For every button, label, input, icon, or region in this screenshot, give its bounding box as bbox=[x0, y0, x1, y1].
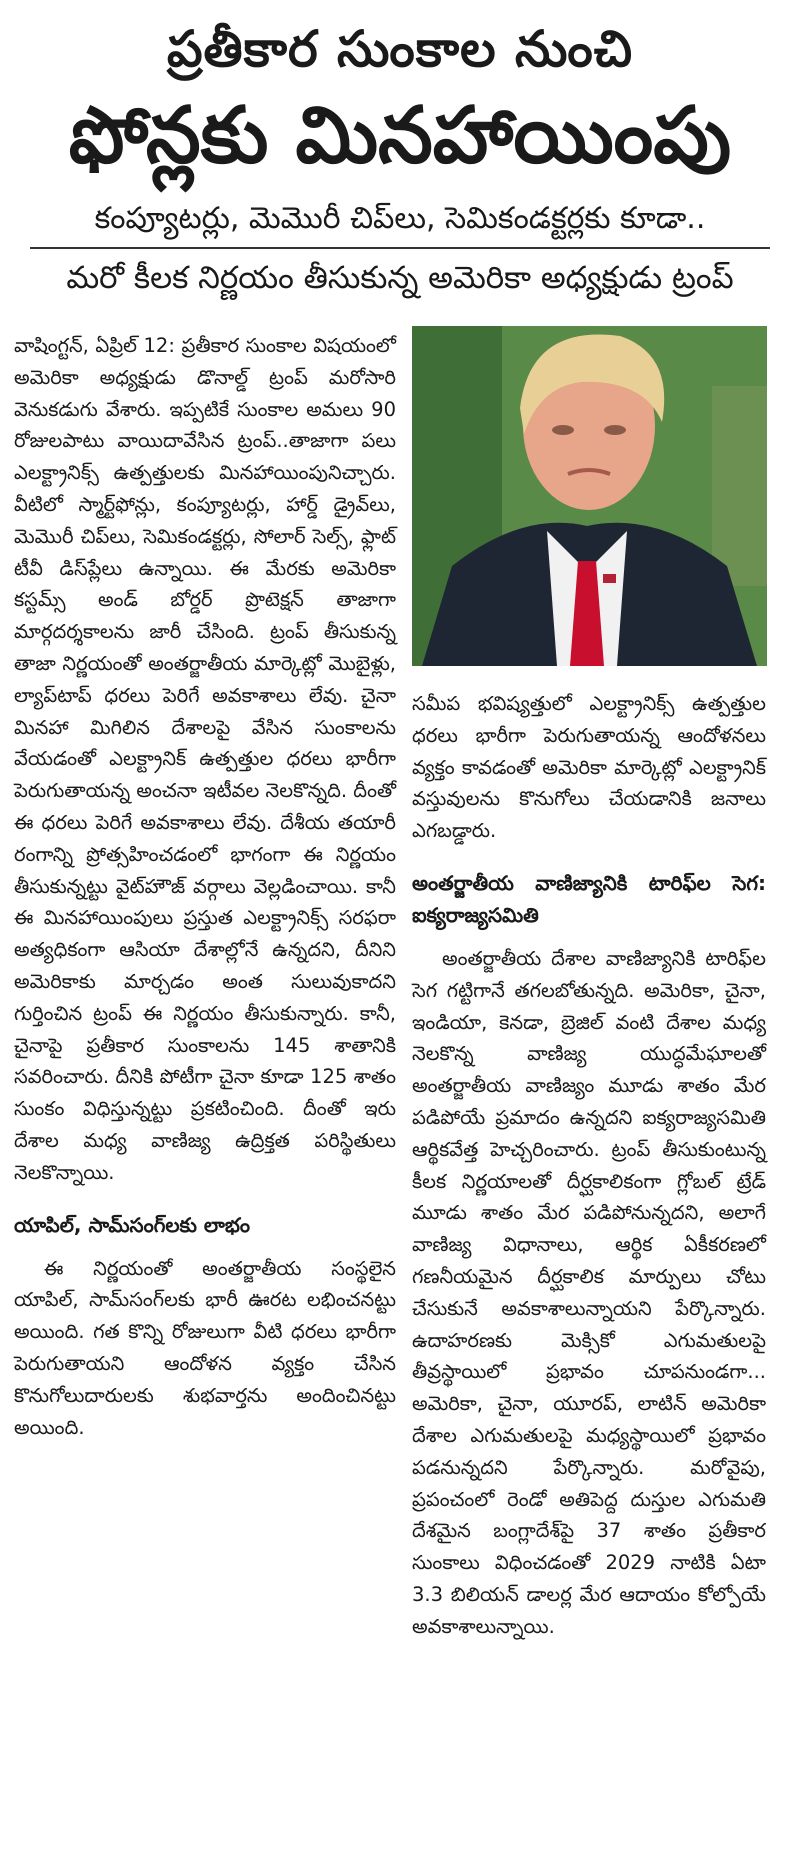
section-subhead-un-tariffs: అంతర్జాతీయ వాణిజ్యానికి టారిఫ్‌ల సెగ: ఐక్యరాజ్యసమితి bbox=[412, 870, 766, 927]
left-column bbox=[14, 330, 396, 1443]
headline-line2: ఫోన్లకు మినహాయింపు bbox=[68, 91, 732, 181]
right-column bbox=[412, 688, 766, 1643]
portrait-illustration bbox=[412, 326, 767, 666]
headline-line1: ప్రతీకార సుంకాల నుంచి bbox=[166, 20, 634, 78]
article-paragraph-2: ఈ నిర్ణయంతో అంతర్జాతీయ సంస్థలైన యాపిల్, సామ్‌సంగ్‌లకు భారీ ఊరట లభించనట్టు అయింది. గత కొన్ని రోజులుగా వీటి ధరలు భారీగా పెరుగుతాయని ఆందోళన వ్యక్తం చేసిన కొనుగోలుదారులకు శుభవార్తను అందించినట్టు అయింది. bbox=[14, 1256, 396, 1439]
portrait-photo bbox=[412, 326, 767, 666]
article-paragraph-1: వాషింగ్టన్, ఏప్రిల్ 12: ప్రతీకార సుంకాల విషయంలో అమెరికా అధ్యక్షుడు డొనాల్డ్ ట్రంప్ మరోసారి వెనుకడుగు వేశారు. ఇప్పటికే సుంకాల అమలు 90 రోజులపాటు వాయిదావేసిన ట్రంప్..తాజాగా పలు ఎలక్ట్రానిక్స్ ఉత్పత్తులకు మినహాయింపునిచ్చారు. వీటిలో స్మార్ట్‌ఫోన్లు, కంప్యూటర్లు, హార్డ్ డ్రైవ్‌లు, మెమొరీ చిప్‌లు, సెమికండక్టర్లు, సోలార్ సెల్స్, ఫ్లాట్ టీవీ డిస్‌ప్లేలు ఉన్నాయి. ఈ మేరకు అమెరికా కస్టమ్స్ అండ్ బోర్డర్ ప్రొటెక్షన్ తాజాగా మార్గదర్శకాలను జారీ చేసింది. ట్రంప్ తీసుకున్న తాజా నిర్ణయంతో అంతర్జాతీయ మార్కెట్లో మొబైళ్లు, ల్యాప్‌టాప్ ధరలు పెరిగే అవకాశాలు లేవు. చైనా మినహా మిగిలిన దేశాలపై వేసిన సుంకాలను వేయడంతో ఎలక్ట్రానిక్ ఉత్పత్తుల ధరలు భారీగా పెరుగుతాయన్న అంచనా ఇటీవల నెలకొన్నది. దీంతో ఈ ధరలు పెరిగే అవకాశాలు లేవు. దేశీయ తయారీ రంగాన్ని ప్రోత్సహించడంలో భాగంగా ఈ నిర్ణయం తీసుకున్నట్టు వైట్‌హౌజ్ వర్గాలు వెల్లడించాయి. కానీ ఈ మినహాయింపులు ప్రస్తుత ఎలక్ట్రానిక్స్ సరఫరా అత్యధికంగా ఆసియా దేశాల్లోనే ఉన్నదని, దీనిని అమెరికాకు మార్చడం అంత సులువుకాదని గుర్తించిన ట్రంప్ ఈ నిర్ణయం తీసుకున్నారు. కానీ, చైనాపై ప్రతీకార సుంకాలను 145 శాతానికి సవరించారు. దీనికి పోటీగా చైనా కూడా 125 శాతం సుంకం విధిస్తున్నట్టు ప్రకటించింది. దీంతో ఇరు దేశాల మధ్య వాణిజ్య ఉద్రిక్తత పరిస్థితులు నెలకొన్నాయి. bbox=[14, 334, 396, 1184]
subheadline-1: కంప్యూటర్లు, మెమొరీ చిప్‌లు, సెమికండక్టర్లకు కూడా.. bbox=[94, 201, 706, 236]
section-subhead-apple-samsung: యాపిల్, సామ్‌సంగ్‌లకు లాభం bbox=[14, 1212, 250, 1237]
subheadline-2: మరో కీలక నిర్ణయం తీసుకున్న అమెరికా అధ్యక్షుడు ట్రంప్ bbox=[66, 260, 734, 296]
divider-rule bbox=[30, 247, 770, 249]
article-paragraph-3: సమీప భవిష్యత్తులో ఎలక్ట్రానిక్స్ ఉత్పత్తుల ధరలు భారీగా పెరుగుతాయన్న ఆందోళనలు వ్యక్తం కావడంతో అమెరికా మార్కెట్లో ఎలక్ట్రానిక్ వస్తువులను కొనుగోలు చేయడానికి జనాలు ఎగబడ్డారు. bbox=[412, 692, 766, 843]
article-paragraph-4: అంతర్జాతీయ దేశాల వాణిజ్యానికి టారిఫ్‌ల సెగ గట్టిగానే తగలబోతున్నది. అమెరికా, చైనా, ఇండియా, కెనడా, బ్రెజిల్ వంటి దేశాల మధ్య నెలకొన్న వాణిజ్య యుద్ధమేఘాలతో అంతర్జాతీయ వాణిజ్యం మూడు శాతం మేర పడిపోయే ప్రమాదం ఉన్నదని ఐక్యరాజ్యసమితి ఆర్థికవేత్త హెచ్చరించారు. ట్రంప్ తీసుకుంటున్న కీలక నిర్ణయాలతో దీర్ఘకాలికంగా గ్లోబల్ ట్రేడ్ మూడు శాతం మేర పడిపోనున్నదని, అలాగే వాణిజ్య విధానాలు, ఆర్థిక ఏకీకరణలో గణనీయమైన దీర్ఘకాలిక మార్పులు చోటు చేసుకునే అవకాశాలున్నాయని పేర్కొన్నారు. ఉదాహరణకు మెక్సికో ఎగుమతులపై తీవ్రస్థాయిలో ప్రభావం చూపనుండగా... అమెరికా, చైనా, యూరప్, లాటిన్ అమెరికా దేశాల ఎగుమతులపై మధ్యస్థాయిలో ప్రభావం పడనున్నదని పేర్కొన్నారు. మరోవైపు, ప్రపంచంలో రెండో అతిపెద్ద దుస్తుల ఎగుమతి దేశమైన బంగ్లాదేశ్‌పై 37 శాతం ప్రతీకార సుంకాలు విధించడంతో 2029 నాటికి ఏటా 3.3 బిలియన్ డాలర్ల మేర ఆదాయం కోల్పోయే అవకాశాలున్నాయి. bbox=[412, 946, 766, 1638]
